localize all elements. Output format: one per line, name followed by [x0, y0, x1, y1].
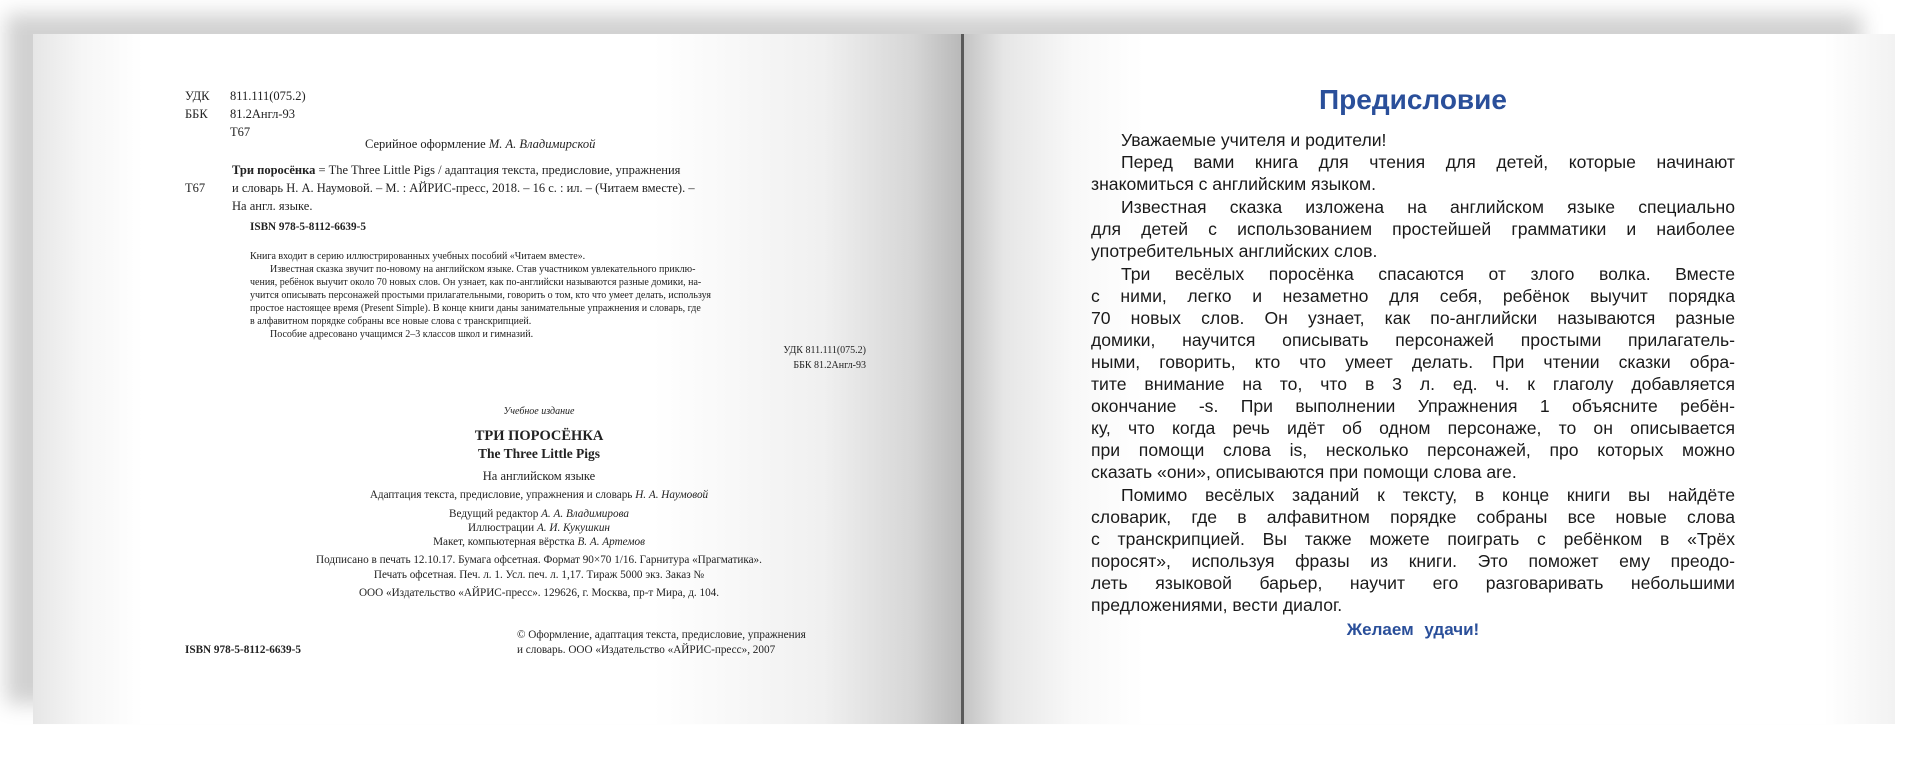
copyright-line1: © Оформление, адаптация текста, предисловие, упражнения [517, 629, 806, 641]
isbn-bottom: ISBN 978-5-8112-6639-5 [185, 644, 301, 656]
publisher-address: ООО «Издательство «АЙРИС-пресс». 129626, г. Москва, пр-т Мира, д. 104. [358, 587, 720, 599]
editor-credit [339, 508, 739, 520]
preface-line: леть языковой барьер, научит его разговаривать небольшими [1091, 573, 1735, 593]
udk-value: 811.111(075.2) [230, 89, 306, 103]
biblio-line2: и словарь Н. А. Наумовой. – М. : АЙРИС-пресс, 2018. – 16 с. : ил. – (Читаем вместе). – [232, 181, 695, 195]
illustrations-name: А. И. Кукушкин [536, 522, 610, 534]
layout-credit [339, 536, 739, 548]
preface-line: Известная сказка изложена на английском языке специально [1121, 197, 1735, 217]
preface-line: для детей с использованием простейшей грамматики и наиболее [1091, 219, 1735, 239]
biblio-title: Три поросёнка [232, 163, 316, 177]
series-design [365, 137, 595, 152]
language-note: На английском языке [482, 469, 596, 483]
print-line1: Подписано в печать 12.10.17. Бумага офсетная. Формат 90×70 1/16. Гарнитура «Прагматика». [316, 554, 762, 566]
preface-line: тите внимание на то, что в 3 л. ед. ч. к глаголу добавляется [1091, 374, 1735, 394]
copyright-line2: и словарь. ООО «Издательство «АЙРИС-пресс», 2007 [517, 644, 776, 656]
layout-name: В. А. Артемов [577, 536, 645, 548]
biblio-line3: На англ. языке. [232, 199, 313, 213]
udk-right: УДК 811.111(075.2) [783, 345, 866, 356]
preface-line: ку, что когда речь идёт об одном персонаже, то он описывается [1091, 418, 1735, 438]
adaptation-prefix: Адаптация текста, предисловие, упражнения и словарь [369, 489, 636, 501]
annotation-line: в алфавитном порядке собраны все новые слова с транскрипцией. [250, 316, 532, 327]
preface-line: предложениями, вести диалог. [1091, 595, 1343, 615]
preface-line: сказать «они», описываются при помощи слова are. [1091, 462, 1517, 482]
annotation-line: Известная сказка звучит по-новому на английском языке. Став участником увлекательного приклю- [270, 264, 696, 275]
author-code: Т67 [230, 125, 251, 139]
annotation-line: Книга входит в серию иллюстрированных учебных пособий «Читаем вместе». [250, 251, 586, 262]
bbk-right: ББК 81.2Англ-93 [793, 360, 866, 371]
preface-line: Перед вами книга для чтения для детей, которые начинают [1121, 152, 1735, 172]
preface-line: с транскрипцией. Вы также можете поиграть с ребёнком в «Трёх [1091, 529, 1735, 549]
preface-line: поросят», используя фразы из книги. Это поможет ему преодо- [1091, 551, 1735, 571]
annotation-line: Пособие адресовано учащимся 2–3 классов школ и гимназий. [270, 329, 534, 340]
biblio-line1-rest: = The Three Little Pigs / адаптация текста, предисловие, упражнения [315, 163, 681, 177]
isbn-top: ISBN 978-5-8112-6639-5 [250, 221, 366, 233]
adaptation-credit [289, 489, 789, 501]
preface-line: Помимо весёлых заданий к тексту, в конце книги вы найдёте [1121, 485, 1735, 505]
preface-line: домики, научится описывать персонажей простыми прилагатель- [1091, 330, 1735, 350]
series-design-prefix: Серийное оформление [365, 137, 489, 151]
preface-line: Уважаемые учителя и родители! [1121, 130, 1387, 150]
closing-wish: Желаем удачи! [1346, 620, 1480, 639]
annotation-line: учится описывать персонажей простыми прилагательными, говорить о том, кто что умеет делать, используя [250, 290, 712, 301]
edition-type: Учебное издание [503, 406, 575, 417]
illustrations-prefix: Иллюстрации [468, 522, 537, 534]
book-spine [961, 34, 964, 724]
preface-line: словарик, где в алфавитном порядке собраны все новые слова [1091, 507, 1735, 527]
adaptation-name: Н. А. Наумовой [635, 489, 709, 501]
preface-line: при помощи слова is, несколько персонажей, про которых можно [1091, 440, 1735, 460]
preface-line: окончание -s. При выполнении Упражнения 1 объясните ребён- [1091, 396, 1735, 416]
annotation-line: простое настоящее время (Present Simple). В конце книги даны занимательные упражнения и словарь, где [250, 303, 701, 314]
annotation-line: чения, ребёнок выучит около 70 новых слов. Он узнает, как по-английски называются разные домики, на- [250, 277, 702, 288]
layout-prefix: Макет, компьютерная вёрстка [433, 536, 578, 548]
book-title-ru: ТРИ ПОРОСЁНКА [474, 428, 604, 444]
udk-label: УДК [185, 89, 210, 103]
preface-line: ными, говорить, кто что умеет делать. При чтении сказки обра- [1091, 352, 1735, 372]
bbk-value: 81.2Англ-93 [230, 107, 295, 121]
book-title-en: The Three Little Pigs [477, 446, 601, 461]
preface-line: 70 новых слов. Он узнает, как по-английски называются разные [1091, 308, 1735, 328]
preface-line: с ними, легко и незаметно для себя, ребёнок выучит порядка [1091, 286, 1735, 306]
preface-line: употребительных английских слов. [1091, 241, 1378, 261]
biblio-line1 [232, 163, 680, 178]
print-line2: Печать офсетная. Печ. л. 1. Усл. печ. л. 1,17. Тираж 5000 экз. Заказ № [373, 569, 705, 581]
series-design-name: М. А. Владимирской [488, 137, 596, 151]
preface-title: Предисловие [1319, 84, 1507, 115]
bbk-label: ББК [185, 107, 208, 121]
biblio-code: Т67 [185, 181, 206, 195]
illustrations-credit [339, 522, 739, 534]
preface-line: знакомиться с английским языком. [1091, 174, 1376, 194]
editor-prefix: Ведущий редактор [449, 508, 542, 520]
preface-line: Три весёлых поросёнка спасаются от злого волка. Вместе [1121, 264, 1735, 284]
editor-name: А. А. Владимирова [541, 508, 629, 520]
